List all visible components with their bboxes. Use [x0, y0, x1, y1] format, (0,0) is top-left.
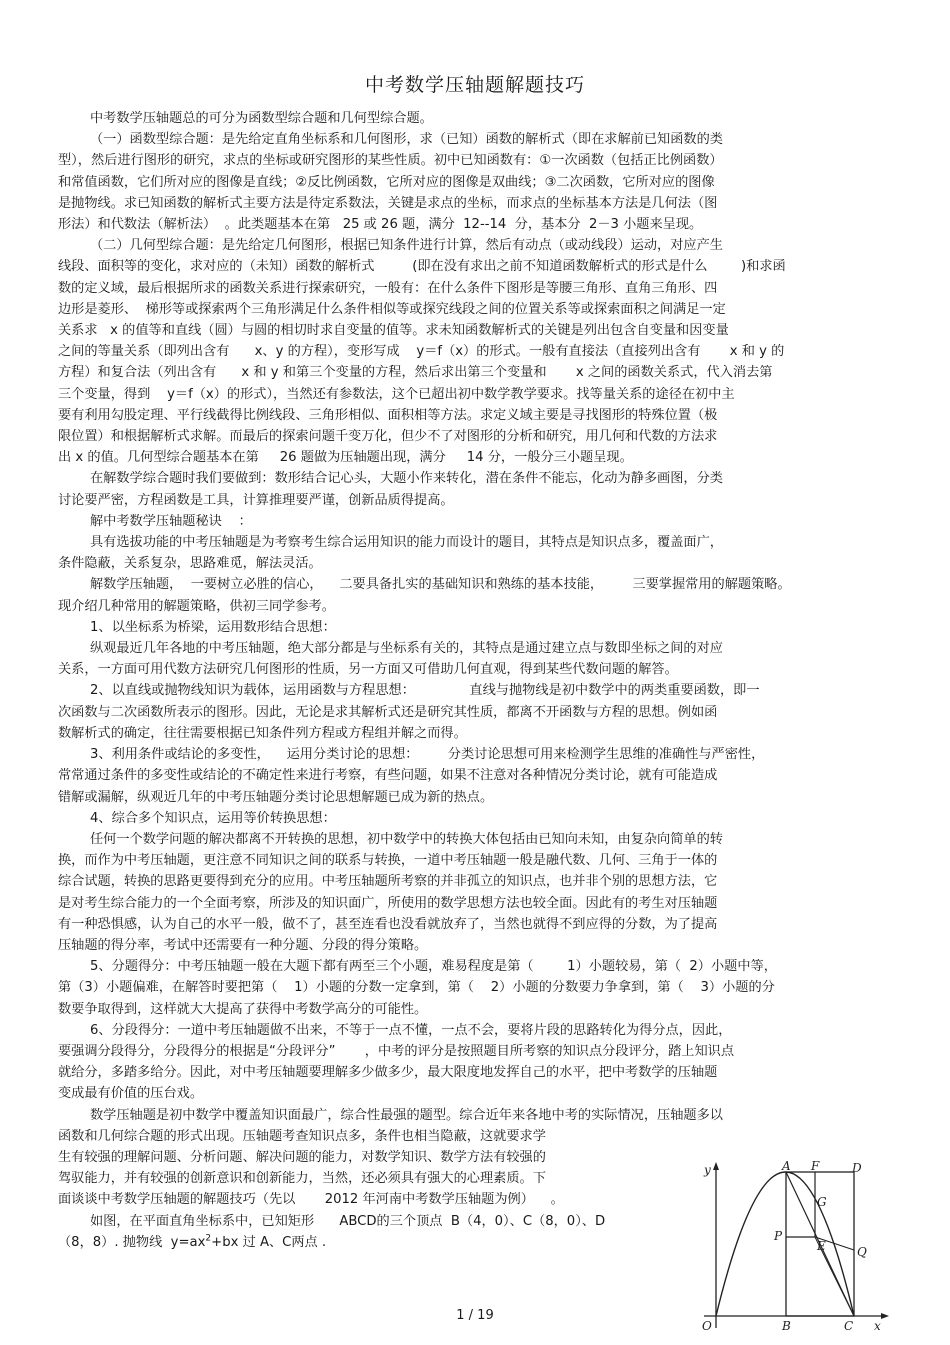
text-line: 换，而作为中考压轴题，更注意不同知识之间的联系与转换，一道中考压轴题一般是融代数、几何、三角于一体的: [58, 853, 718, 869]
label-q: Q: [857, 1245, 867, 1259]
text-line: 和常值函数，它们所对应的图像是直线；②反比例函数，它所对应的图像是双曲线；③二次函数，它所对应的图像: [58, 174, 715, 190]
text-line: （一）函数型综合题：是先给定直角坐标系和几何图形，求（已知）函数的解析式（即在求解前已知函数的类: [90, 132, 723, 148]
text-line: 讨论要严密，方程函数是工具，计算推理要严谨，创新品质得提高。: [58, 492, 454, 508]
text-line: 在解数学综合题时我们要做到：数形结合记心头，大题小作来转化，潜在条件不能忘，化动为静多画图，分类: [90, 471, 723, 487]
formula-exponent: 2: [205, 1233, 212, 1244]
label-g: G: [817, 1195, 827, 1209]
text-line: 条件隐蔽，关系复杂，思路难觅，解法灵活。: [58, 556, 322, 572]
text-line: 方程）和复合法（列出含有 x 和 y 和第三个变量的方程，然后求出第三个变量和 x 之间的函数关系式，代入消去第: [58, 365, 773, 381]
parabola-rectangle-figure: [694, 1160, 890, 1335]
text-line: 2、以直线或抛物线知识为载体，运用函数与方程思想： 直线与抛物线是初中数学中的两类重要函数，即一: [90, 683, 760, 699]
text-line: 关系求 x 的值等和直线（圆）与圆的相切时求自变量的值等。求未知函数解析式的关键是列出包含自变量和因变量: [58, 323, 729, 339]
text-line: 三个变量，得到 y＝f（x）的形式），当然还有参数法，这个已超出初中数学教学要求。找等量关系的途径在初中主: [58, 386, 735, 402]
text-line: 具有选拔功能的中考压轴题是为考察考生综合运用知识的能力而设计的题目，其特点是知识点多，覆盖面广，: [90, 535, 723, 551]
text-line: 就给分，多踏多给分。因此，对中考压轴题要理解多少做多少，最大限度地发挥自己的水平，把中考数学的压轴题: [58, 1065, 718, 1081]
text-line: 型），然后进行图形的研究，求点的坐标或研究图形的某些性质。初中已知函数有：①一次函数（包括正比例函数）: [58, 153, 723, 169]
text-line: 有一种恐惧感，认为自己的水平一般，做不了，甚至连看也没看就放弃了，当然也就得不到应得的分数，为了提高: [58, 916, 718, 932]
label-o: O: [702, 1319, 712, 1333]
label-e: E: [817, 1239, 826, 1253]
page-number: 1 / 19: [456, 1308, 494, 1323]
label-d: D: [852, 1161, 862, 1175]
text-line: 是抛物线。求已知函数的解析式主要方法是待定系数法，关键是求点的坐标，而求点的坐标基本方法是几何法（图: [58, 195, 718, 211]
text-line: 次函数与二次函数所表示的图形。因此，无论是求其解析式还是研究其性质，都离不开函数与方程的思想。例如函: [58, 704, 718, 720]
text-line: 关系，一方面可用代数方法研究几何图形的性质，另一方面又可借助几何直观，得到某些代数问题的解答。: [58, 662, 678, 678]
text-line: 驾驭能力，并有较强的创新意识和创新能力，当然，还必须具有强大的心理素质。下: [58, 1171, 546, 1187]
text-line: 综合试题，转换的思路更要得到充分的应用。中考压轴题所考察的并非孤立的知识点，也并非个别的思想方法，它: [58, 874, 718, 890]
text-line: 线段、面积等的变化，求对应的（未知）函数的解析式 (即在没有求出之前不知道函数解析式的形式是什么 )和求函: [58, 259, 786, 275]
text-line: 变成最有价值的压台戏。: [58, 1086, 204, 1102]
document-body: [58, 108, 894, 1253]
text-line: 之间的等量关系（即列出含有 x、y 的方程），变形写成 y＝f（x）的形式。一般有直接法（直接列出含有 x 和 y 的: [58, 344, 785, 360]
text-line: （二）几何型综合题：是先给定几何图形，根据已知条件进行计算，然后有动点（或动线段）运动，对应产生: [90, 238, 723, 254]
page-title: 中考数学压轴题解题技巧: [364, 74, 585, 96]
text-line: 中考数学压轴题总的可分为函数型综合题和几何型综合题。: [90, 111, 433, 126]
text-line: 解数学压轴题， 一要树立必胜的信心， 二要具备扎实的基础知识和熟练的基本技能， 三要掌握常用的解题策略。: [90, 577, 791, 593]
text-line: 常常通过条件的多变性或结论的不确定性来进行考察，有些问题，如果不注意对各种情况分类讨论，就有可能造成: [58, 768, 718, 784]
text-line: 数解析式的确定，往往需要根据已知条件列方程或方程组并解之而得。: [58, 725, 467, 741]
text-line: 数学压轴题是初中数学中覆盖知识面最广，综合性最强的题型。综合近年来各地中考的实际情况，压轴题多以: [90, 1107, 723, 1123]
text-line: 限位置）和根据解析式求解。而最后的探索问题千变万化，但少不了对图形的分析和研究，用几何和代数的方法求: [58, 429, 718, 445]
text-line: 数的定义域，最后根据所求的函数关系进行探索研究，一般有：在什么条件下图形是等腰三角形、直角三角形、四: [58, 280, 718, 296]
y-axis-arrow: [713, 1162, 719, 1170]
label-x: x: [874, 1319, 881, 1333]
text-line: 第（3）小题偏难，在解答时要把第（ 1）小题的分数一定拿到，第（ 2）小题的分数要力争拿到，第（ 3）小题的分: [58, 980, 775, 996]
formula-part: +bx 过 A、C两点 .: [211, 1234, 327, 1250]
text-line: 错解或漏解，纵观近几年的中考压轴题分类讨论思想解题已成为新的热点。: [58, 789, 494, 805]
text-line: 数要争取得到，这样就大大提高了获得中考数学高分的可能性。: [58, 1001, 428, 1017]
label-b: B: [782, 1319, 791, 1333]
text-line: 函数和几何综合题的形式出现。压轴题考查知识点多，条件也相当隐蔽，这就要求学: [58, 1128, 546, 1144]
text-line: 要有利用勾股定理、平行线截得比例线段、三角形相似、面积相等方法。求定义域主要是寻找图形的特殊位置（极: [58, 407, 718, 423]
text-line: 任何一个数学问题的解决都离不开转换的思想，初中数学中的转换大体包括由已知向未知，由复杂向简单的转: [90, 831, 723, 847]
text-line: 压轴题的得分率，考试中还需要有一种分题、分段的得分策略。: [58, 937, 428, 953]
text-line: 1、以坐标系为桥梁，运用数形结合思想：: [90, 619, 336, 635]
text-line: 解中考数学压轴题秘诀 ：: [90, 513, 252, 529]
text-line: 纵观最近几年各地的中考压轴题，绝大部分都是与坐标系有关的，其特点是通过建立点与数即坐标之间的对应: [90, 641, 723, 657]
label-y: y: [704, 1163, 711, 1177]
label-f: F: [811, 1160, 820, 1173]
text-line: 要强调分段得分，分段得分的根据是“分段评分” ，中考的评分是按照题目所考察的知识点分段评分，踏上知识点: [58, 1043, 735, 1059]
parabola-curve: [716, 1172, 854, 1316]
text-line: 3、利用条件或结论的多变性， 运用分类讨论的思想： 分类讨论思想可用来检测学生思维的准确性与严密性，: [90, 747, 765, 763]
label-a: A: [782, 1160, 791, 1173]
text-line: 如图，在平面直角坐标系中，已知矩形 ABCD的三个顶点 B（4，0）、C（8，0）、D: [90, 1213, 606, 1229]
formula-part: （8，8）. 抛物线 y=ax: [58, 1234, 206, 1250]
label-c: C: [844, 1319, 854, 1333]
x-axis-arrow: [881, 1313, 889, 1319]
text-line: 边形是菱形、 梯形等或探索两个三角形满足什么条件相似等或探究线段之间的位置关系等或探索面积之间满足一定: [58, 301, 726, 317]
text-line: 是对考生综合能力的一个全面考察，所涉及的知识面广，所使用的数学思想方法也较全面。因此有的考生对压轴题: [58, 895, 718, 911]
label-p: P: [774, 1229, 783, 1243]
text-line: 生有较强的理解问题、分析问题、解决问题的能力，对数学知识、数学方法有较强的: [58, 1149, 546, 1165]
text-line: 形法）和代数法（解析法） 。此类题基本在第 25 或 26 题，满分 12--14 分，基本分 2－3 小题来呈现。: [58, 217, 703, 233]
text-line: 面谈谈中考数学压轴题的解题技巧（先以 2012 年河南中考数学压轴题为例） 。: [58, 1192, 564, 1208]
text-line: 出 x 的值。几何型综合题基本在第 26 题做为压轴题出现，满分 14 分，一般分三小题呈现。: [58, 450, 633, 466]
text-line: 现介绍几种常用的解题策略，供初三同学参考。: [58, 598, 335, 614]
text-line: 5、分题得分：中考压轴题一般在大题下都有两至三个小题，难易程度是第（ 1）小题较易，第（ 2）小题中等，: [90, 959, 777, 975]
text-line: 4、综合多个知识点，运用等价转换思想：: [90, 810, 336, 826]
text-line: 6、分段得分：一道中考压轴题做不出来，不等于一点不懂，一点不会，要将片段的思路转化为得分点，因此，: [90, 1022, 732, 1038]
